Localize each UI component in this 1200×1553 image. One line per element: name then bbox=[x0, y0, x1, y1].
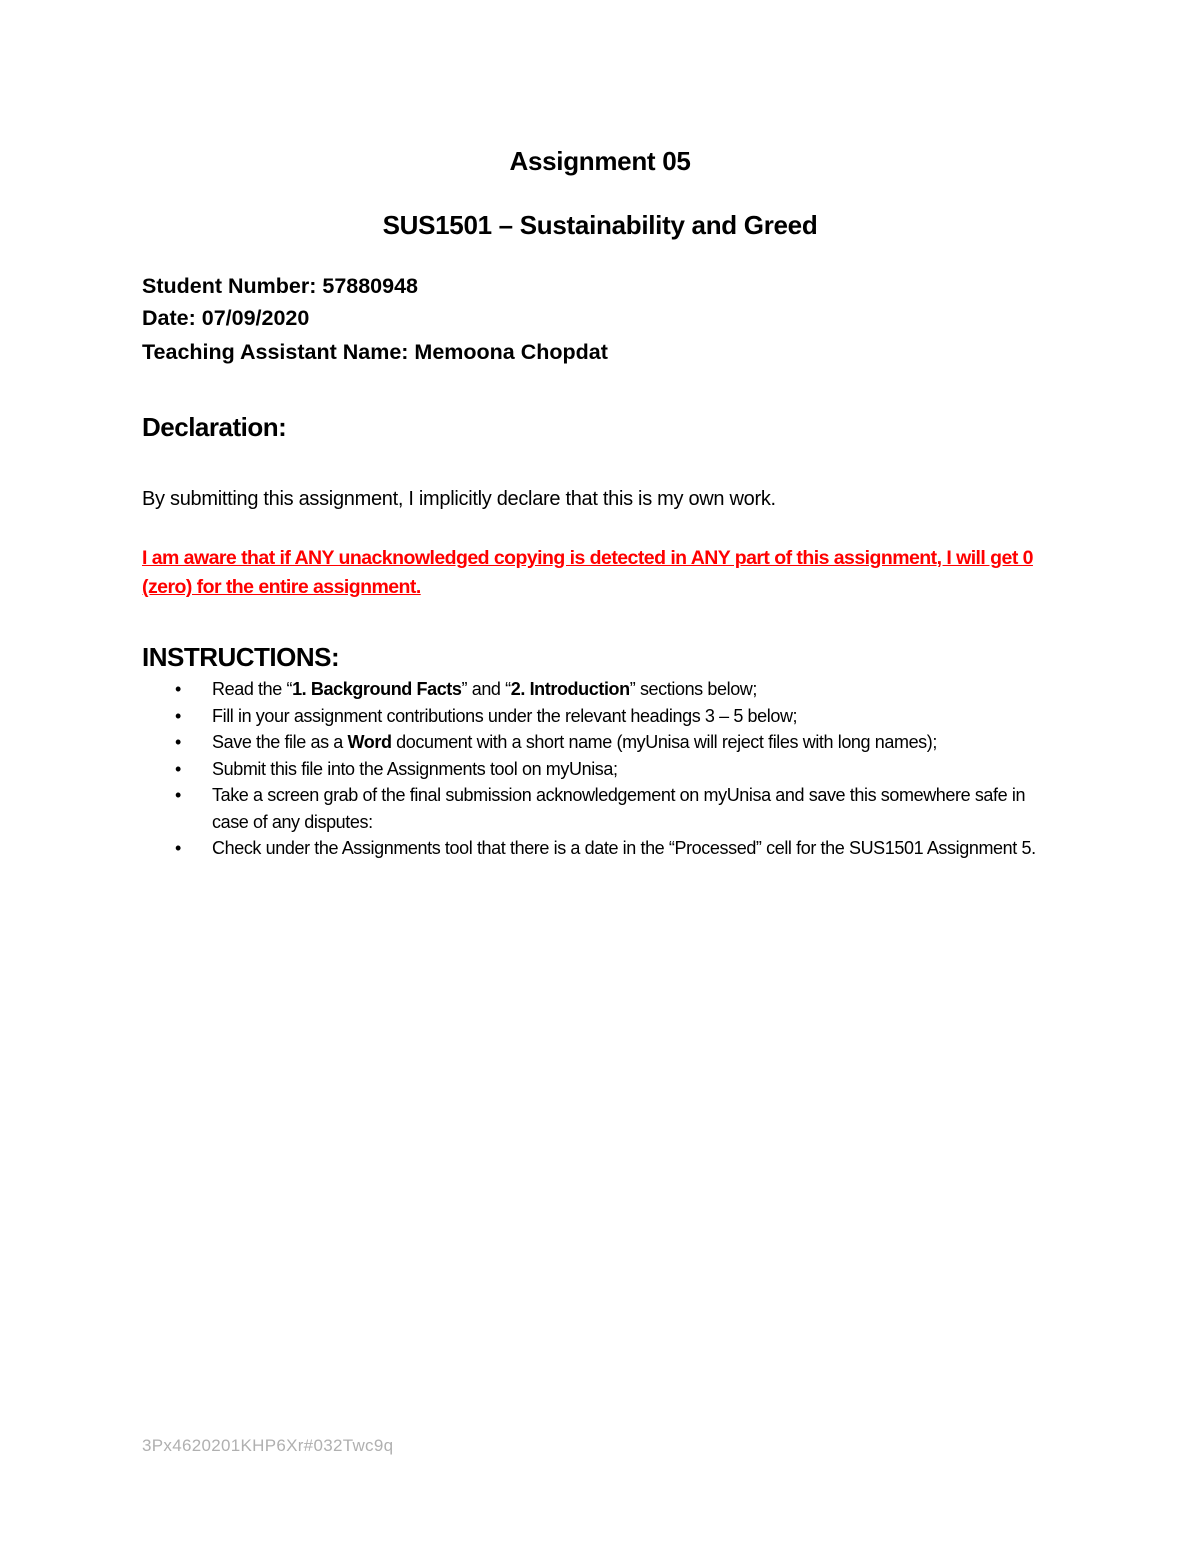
item-text: Submit this file into the Assignments tool on myUnisa; bbox=[212, 758, 618, 779]
item-text: Fill in your assignment contributions under the relevant headings 3 – 5 below; bbox=[212, 705, 798, 726]
document-subtitle: SUS1501 – Sustainability and Greed bbox=[382, 210, 818, 240]
item-text: Take a screen grab of the final submission acknowledgement on myUnisa and save this somewhere safe in case of any disputes: bbox=[212, 785, 1026, 832]
instructions-heading: INSTRUCTIONS: bbox=[142, 642, 340, 672]
bullet-icon: • bbox=[175, 679, 181, 699]
bullet-icon: • bbox=[175, 732, 181, 752]
item-bold-text: 1. Background Facts bbox=[292, 679, 462, 699]
list-item bbox=[142, 835, 1062, 862]
item-text: ” sections below; bbox=[629, 679, 758, 699]
bullet-icon: • bbox=[175, 838, 181, 858]
item-text: ” and “ bbox=[461, 679, 511, 699]
item-text: Save the file as a bbox=[212, 732, 348, 752]
item-text: Read the “ bbox=[212, 679, 293, 699]
declaration-heading: Declaration: bbox=[142, 412, 287, 442]
bullet-icon: • bbox=[175, 758, 181, 779]
item-text: document with a short name (myUnisa will reject files with long names); bbox=[391, 732, 937, 752]
teaching-assistant-name: Teaching Assistant Name: Memoona Chopdat bbox=[142, 340, 608, 364]
submission-date: Date: 07/09/2020 bbox=[142, 306, 310, 330]
list-item bbox=[142, 729, 1062, 756]
item-bold-text: 2. Introduction bbox=[510, 679, 630, 699]
list-item bbox=[142, 782, 1062, 835]
declaration-text: By submitting this assignment, I implicitly declare that this is my own work. bbox=[142, 488, 776, 510]
list-item bbox=[142, 703, 1062, 730]
watermark: 3Px4620201KHP6Xr#032Twc9q bbox=[142, 1436, 394, 1455]
instructions-list bbox=[142, 676, 1062, 862]
student-number: Student Number: 57880948 bbox=[142, 274, 419, 298]
list-item bbox=[142, 756, 1062, 783]
list-item bbox=[142, 676, 1062, 703]
item-bold-text: Word bbox=[347, 732, 392, 752]
bullet-icon: • bbox=[175, 705, 181, 726]
bullet-icon: • bbox=[175, 785, 181, 805]
document-title: Assignment 05 bbox=[509, 146, 691, 176]
item-text: Check under the Assignments tool that there is a date in the “Processed” cell for the SUS1501 Assignment 5. bbox=[212, 838, 1036, 858]
plagiarism-warning: I am aware that if ANY unacknowledged copying is detected in ANY part of this assignment, I will get 0 (zero) for the entire assignment. bbox=[142, 547, 1033, 598]
